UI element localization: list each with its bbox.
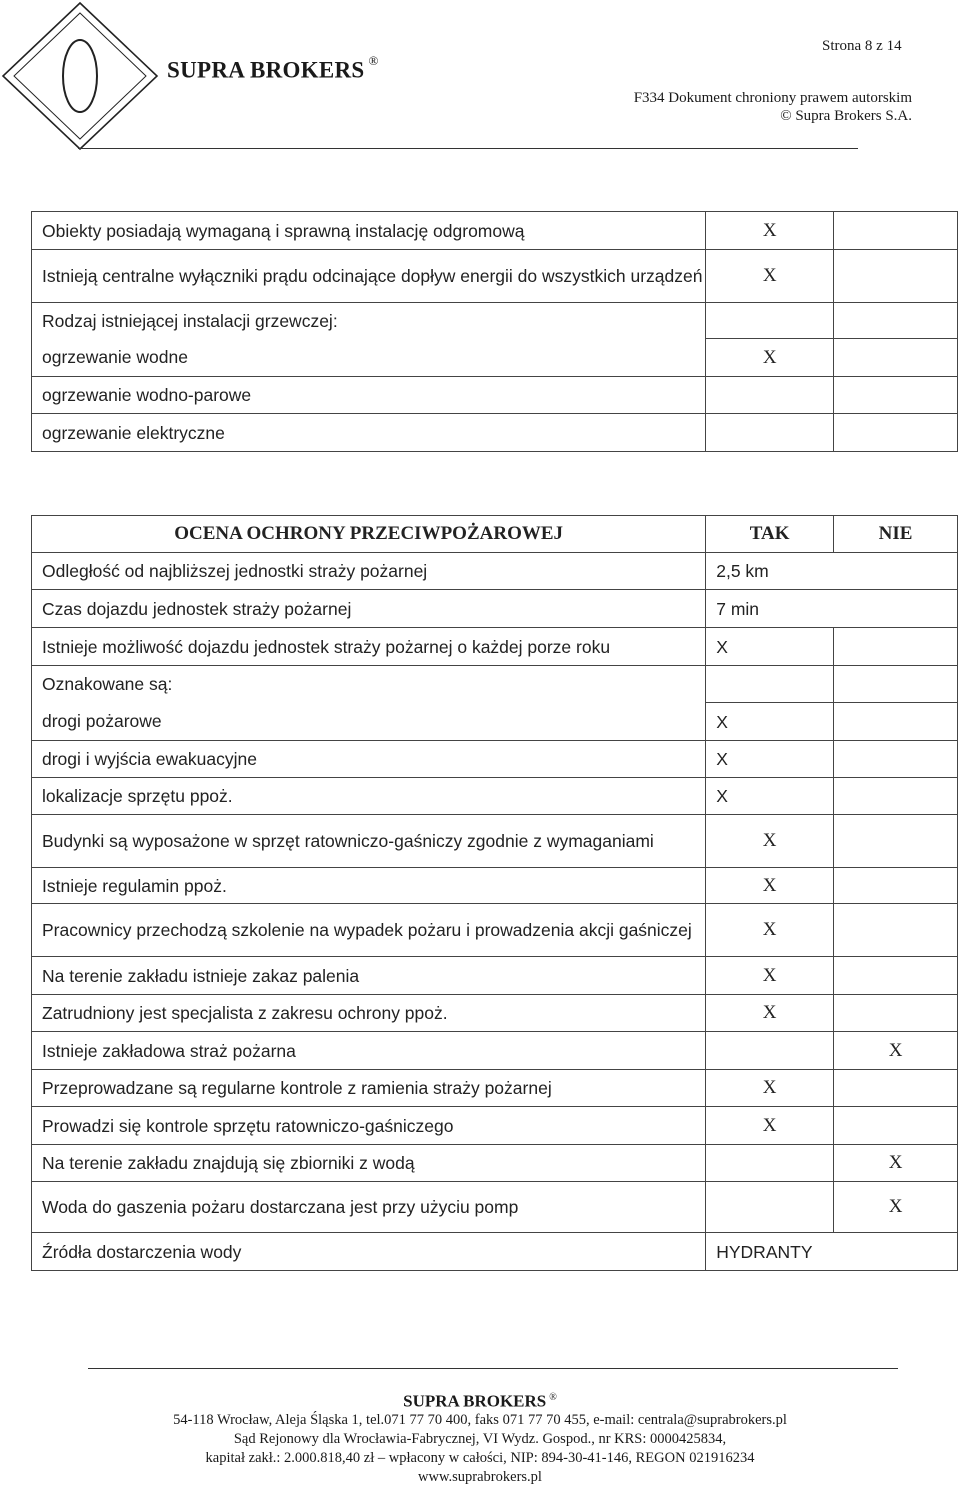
nie-mark [834, 957, 958, 995]
footer-address: 54-118 Wrocław, Aleja Śląska 1, tel.071 77 70 400, faks 071 77 70 455, e-mail: centrala@suprabrokers.pl [173, 1411, 787, 1428]
row-label: Istnieje możliwość dojazdu jednostek straży pożarnej o każdej porze roku [32, 628, 706, 666]
tak-mark: X [706, 628, 834, 666]
nie-mark [834, 741, 958, 778]
tak-mark: X [706, 250, 834, 303]
row-label: Przeprowadzane są regularne kontrole z ramienia straży pożarnej [32, 1070, 706, 1107]
fire-protection-table [31, 515, 958, 1271]
column-header-tak: TAK [706, 516, 834, 553]
nie-mark [834, 815, 958, 868]
footer-website: www.suprabrokers.pl [418, 1468, 542, 1485]
tak-mark [706, 303, 834, 339]
table-row [32, 1145, 958, 1182]
table-row [32, 957, 958, 995]
table-row [32, 995, 958, 1032]
nie-mark [834, 250, 958, 303]
table-row [32, 904, 958, 957]
nie-mark [834, 339, 958, 377]
footer-brand: SUPRA BROKERS ® [403, 1391, 557, 1411]
row-label: Istnieje regulamin ppoż. [32, 868, 706, 904]
row-label: Budynki są wyposażone w sprzęt ratowniczo-gaśniczy zgodnie z wymaganiami [32, 815, 706, 868]
tak-mark: X [706, 339, 834, 377]
tak-mark: X [706, 995, 834, 1032]
row-label: ogrzewanie wodno-parowe [32, 377, 706, 414]
tak-mark: X [706, 1070, 834, 1107]
footer-court: Sąd Rejonowy dla Wrocławia-Fabrycznej, VI Wydz. Gospod., nr KRS: 0000425834, [233, 1430, 727, 1447]
tak-mark: X [706, 868, 834, 904]
table-header-row [32, 516, 958, 553]
table-row [32, 703, 958, 741]
tak-mark: X [706, 778, 834, 815]
row-label: Prowadzi się kontrole sprzętu ratowniczo-gaśniczego [32, 1107, 706, 1145]
table-row [32, 590, 958, 628]
row-label: Oznakowane są: [32, 666, 706, 703]
tak-mark: X [706, 1107, 834, 1145]
table-row [32, 778, 958, 815]
row-label: Na terenie zakładu istnieje zakaz palenia [32, 957, 706, 995]
nie-mark [834, 778, 958, 815]
nie-mark [834, 1107, 958, 1145]
row-label: Istnieją centralne wyłączniki prądu odcinające dopływ energii do wszystkich urządzeń [32, 250, 706, 303]
tak-mark [706, 1145, 834, 1182]
table-row [32, 339, 958, 377]
tak-mark [706, 1032, 834, 1070]
row-label: Źródła dostarczenia wody [32, 1233, 706, 1271]
tak-mark [706, 414, 834, 452]
row-label: Istnieje zakładowa straż pożarna [32, 1032, 706, 1070]
nie-mark: X [834, 1145, 958, 1182]
nie-mark [834, 414, 958, 452]
table-row [32, 1182, 958, 1233]
row-label: ogrzewanie wodne [32, 339, 706, 377]
nie-mark: X [834, 1032, 958, 1070]
table-row [32, 1032, 958, 1070]
row-label: Na terenie zakładu znajdują się zbiorniki z wodą [32, 1145, 706, 1182]
table-row [32, 1107, 958, 1145]
tak-mark: X [706, 904, 834, 957]
tak-mark: X [706, 957, 834, 995]
page-number: Strona 8 z 14 [822, 38, 902, 54]
row-label: drogi pożarowe [32, 703, 706, 741]
row-label: Woda do gaszenia pożaru dostarczana jest przy użyciu pomp [32, 1182, 706, 1233]
table-row [32, 250, 958, 303]
table-title: OCENA OCHRONY PRZECIWPOŻAROWEJ [32, 516, 706, 553]
row-label: drogi i wyjścia ewakuacyjne [32, 741, 706, 778]
table-row [32, 414, 958, 452]
nie-mark [834, 904, 958, 957]
table-row [32, 815, 958, 868]
nie-mark [834, 666, 958, 703]
nie-mark [834, 703, 958, 741]
row-label: Czas dojazdu jednostek straży pożarnej [32, 590, 706, 628]
header-divider [78, 148, 858, 149]
column-header-nie: NIE [834, 516, 958, 553]
installations-table [31, 211, 958, 452]
table-row [32, 553, 958, 590]
table-row [32, 212, 958, 250]
tak-mark [706, 377, 834, 414]
brand-name: SUPRA BROKERS ® [167, 53, 379, 83]
table-row [32, 868, 958, 904]
table-row [32, 377, 958, 414]
row-label: Rodzaj istniejącej instalacji grzewczej: [32, 303, 706, 339]
copyright-note: F334 Dokument chroniony prawem autorskim © Supra Brokers S.A. [633, 90, 912, 124]
table-row [32, 666, 958, 703]
table-row [32, 628, 958, 666]
nie-mark [834, 868, 958, 904]
row-label: Pracownicy przechodzą szkolenie na wypadek pożaru i prowadzenia akcji gaśniczej [32, 904, 706, 957]
row-label: Zatrudniony jest specjalista z zakresu ochrony ppoż. [32, 995, 706, 1032]
footer-capital: kapitał zakł.: 2.000.818,40 zł – wpłacony w całości, NIP: 894-30-41-146, REGON 021916234 [205, 1449, 755, 1466]
tak-mark: X [706, 741, 834, 778]
nie-mark [834, 377, 958, 414]
tak-mark [706, 1182, 834, 1233]
table-row [32, 303, 958, 339]
row-label: Odległość od najbliższej jednostki straży pożarnej [32, 553, 706, 590]
company-logo [0, 0, 160, 152]
row-label: lokalizacje sprzętu ppoż. [32, 778, 706, 815]
row-value: 2,5 km [706, 553, 958, 590]
nie-mark [834, 1070, 958, 1107]
nie-mark: X [834, 1182, 958, 1233]
nie-mark [834, 212, 958, 250]
nie-mark [834, 995, 958, 1032]
tak-mark [706, 666, 834, 703]
nie-mark [834, 628, 958, 666]
table-row [32, 1070, 958, 1107]
footer [0, 1388, 960, 1487]
tak-mark: X [706, 703, 834, 741]
nie-mark [834, 303, 958, 339]
row-value: 7 min [706, 590, 958, 628]
row-value: HYDRANTY [706, 1233, 958, 1271]
table-row [32, 1233, 958, 1271]
row-label: ogrzewanie elektryczne [32, 414, 706, 452]
tak-mark: X [706, 815, 834, 868]
tak-mark: X [706, 212, 834, 250]
table-row [32, 741, 958, 778]
row-label: Obiekty posiadają wymaganą i sprawną instalację odgromową [32, 212, 706, 250]
footer-divider [88, 1368, 898, 1369]
